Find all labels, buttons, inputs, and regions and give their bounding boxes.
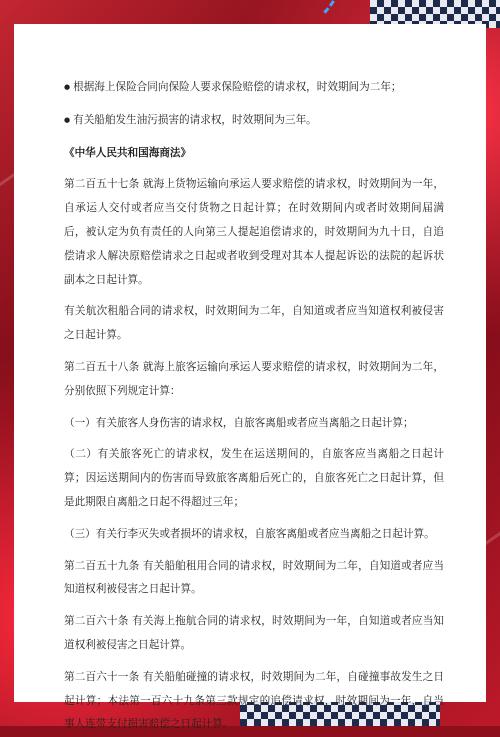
article-258: 第二百五十八条 就海上旅客运输向承运人要求赔偿的请求权，时效期间为二年，分别依照下列规定计算： [64,360,444,397]
article-257: 第二百五十七条 就海上货物运输向承运人要求赔偿的请求权，时效期间为一年，自承运人交付或者应当交付货物之日起计算；在时效期间内或者时效期间届满后，被认定为负有责任的人向第三人提起追偿请求的，时效期间为九十日，自追偿请求人解决原赔偿请求之日起或者收到受理对其本人提起诉讼的法院的起诉状副本之日起计算。 [64,178,444,286]
article-261: 第二百六十一条 有关船舶碰撞的请求权，时效期间为二年，自碰撞事故发生之日起计算；本法第一百六十九条第三款规定的追偿请求权，时效期间为一年，自当事人连带支付损害赔偿之日起计算。 [64,670,444,731]
article-259: 第二百五十九条 有关船舶租用合同的请求权，时效期间为二年，自知道或者应当知道权利被侵害之日起计算。 [64,559,444,596]
document-content [64,76,444,737]
bullet-item: ● 根据海上保险合同向保险人要求保险赔偿的请求权，时效期间为二年； [64,76,444,101]
article-258-item-1: （一）有关旅客人身伤害的请求权，自旅客离船或者应当离船之日起计算； [64,416,414,429]
paragraph-voyage-charter: 有关航次租船合同的请求权，时效期间为二年，自知道或者应当知道权利被侵害之日起计算。 [64,305,444,342]
bullet-item: ● 有关船舶发生油污损害的请求权，时效期间为三年。 [64,109,444,134]
article-258-item-2: （二）有关旅客死亡的请求权，发生在运送期间的，自旅客应当离船之日起计算；因运送期间内的伤害而导致旅客离船后死亡的，自旅客死亡之日起计算，但是此期限自离船之日起不得超过三年； [64,448,444,508]
law-title: 《中华人民共和国海商法》 [64,146,192,159]
article-258-item-3: （三）有关行李灭失或者损坏的请求权，自旅客离船或者应当离船之日起计算。 [64,527,435,540]
article-260: 第二百六十条 有关海上拖航合同的请求权，时效期间为一年，自知道或者应当知道权利被侵害之日起计算。 [64,615,444,651]
